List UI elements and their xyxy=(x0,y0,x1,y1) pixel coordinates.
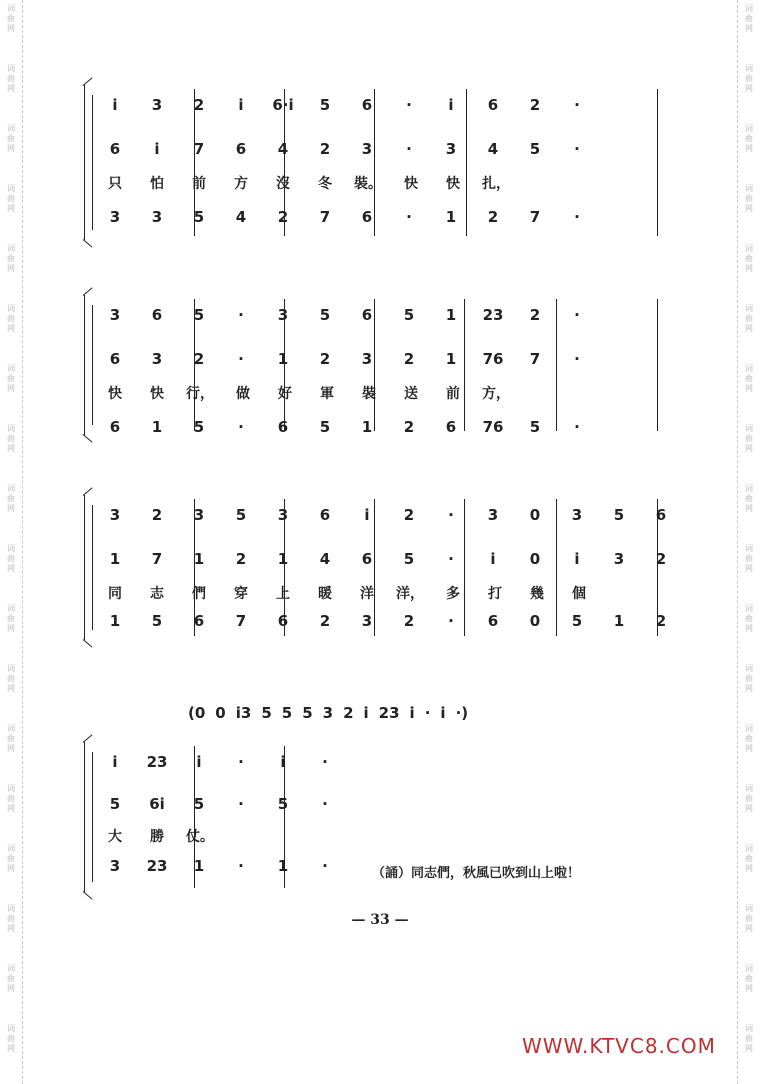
note: 7 xyxy=(193,140,205,158)
note: 0 xyxy=(529,612,541,630)
note: 6 xyxy=(109,350,121,368)
note: 5 xyxy=(193,795,205,813)
note: 1 xyxy=(277,550,289,568)
watermark-text: 词 曲 网 xyxy=(745,544,753,573)
lyric-char: 行， xyxy=(186,386,214,402)
watermark-text: 词 曲 网 xyxy=(745,784,753,813)
lyric-char: 上 xyxy=(276,586,290,602)
lyric-char: 方 xyxy=(234,176,248,192)
note: · xyxy=(448,550,454,568)
note: 2 xyxy=(529,96,541,114)
intro-note: 2 xyxy=(343,704,354,722)
note: 4 xyxy=(277,140,289,158)
note: 3 xyxy=(109,208,121,226)
watermark-text: 词 曲 网 xyxy=(7,304,15,333)
note: 3 xyxy=(277,306,289,324)
lyric-char: 大 xyxy=(108,829,122,845)
watermark-text: 词 曲 网 xyxy=(745,724,753,753)
lyric-char: 同 xyxy=(108,586,122,602)
note: 6 xyxy=(319,506,331,524)
note: 6 xyxy=(361,550,373,568)
note: 3 xyxy=(109,306,121,324)
watermark-text: 词 曲 网 xyxy=(745,964,753,993)
note: 5 xyxy=(235,506,247,524)
note: 23 xyxy=(146,857,168,875)
note: 6 xyxy=(151,306,163,324)
note: 6·i xyxy=(272,96,294,114)
note: 5 xyxy=(193,418,205,436)
watermark-text: 词 曲 网 xyxy=(7,724,15,753)
lyric-char: 打 xyxy=(488,586,502,602)
watermark-text: 词 曲 网 xyxy=(7,544,15,573)
system-brace xyxy=(84,495,97,640)
note: 5 xyxy=(529,140,541,158)
watermark-text: 词 曲 网 xyxy=(7,64,15,93)
note: · xyxy=(448,506,454,524)
instrumental-intro xyxy=(188,704,478,722)
score-system-1 xyxy=(88,95,658,230)
note: · xyxy=(238,753,244,771)
note: · xyxy=(322,753,328,771)
lyric-char: 志 xyxy=(150,586,164,602)
intro-note: · xyxy=(424,704,431,722)
note: 3 xyxy=(613,550,625,568)
intro-note: 5 xyxy=(261,704,272,722)
note: 3 xyxy=(151,96,163,114)
note: · xyxy=(574,96,580,114)
lyric-char: 快 xyxy=(446,176,460,192)
watermark-text: 词 曲 网 xyxy=(7,184,15,213)
intro-note: i xyxy=(409,704,415,722)
intro-note: i xyxy=(440,704,446,722)
watermark-text: 词 曲 网 xyxy=(7,364,15,393)
lyric-char: 冬 xyxy=(318,176,332,192)
note: 1 xyxy=(109,550,121,568)
watermark-text: 词 曲 网 xyxy=(7,244,15,273)
notation-row xyxy=(102,794,658,818)
intro-note: i3 xyxy=(235,704,252,722)
note: 2 xyxy=(193,350,205,368)
system-line xyxy=(92,505,93,630)
note: 5 xyxy=(319,306,331,324)
note: 4 xyxy=(487,140,499,158)
intro-note: i xyxy=(363,704,369,722)
watermark-text: 词 曲 网 xyxy=(745,184,753,213)
note: 1 xyxy=(109,612,121,630)
watermark-text: 词 曲 网 xyxy=(745,604,753,633)
note: i xyxy=(112,753,118,771)
watermark-text: 词 曲 网 xyxy=(745,1024,753,1053)
notation-row xyxy=(102,139,658,163)
note: 5 xyxy=(529,418,541,436)
watermark-text: 词 曲 网 xyxy=(745,364,753,393)
intro-note: ·) xyxy=(455,704,469,722)
watermark-text: 词 曲 网 xyxy=(745,904,753,933)
lyric-char: 沒 xyxy=(276,176,290,192)
note: 2 xyxy=(655,612,667,630)
lyric-char: 暖 xyxy=(318,586,332,602)
note: · xyxy=(574,418,580,436)
notation-row xyxy=(102,505,667,529)
score-system-2 xyxy=(88,305,658,436)
lyric-char: 裝。 xyxy=(354,176,382,192)
note: 76 xyxy=(482,418,504,436)
note: · xyxy=(322,857,328,875)
note: 2 xyxy=(235,550,247,568)
note: · xyxy=(406,96,412,114)
watermark-text: 词 曲 网 xyxy=(745,244,753,273)
note: 3 xyxy=(361,350,373,368)
watermark-text: 词 曲 网 xyxy=(7,604,15,633)
watermark-text: 词 曲 网 xyxy=(7,904,15,933)
watermark-text: 词 曲 网 xyxy=(7,4,15,33)
note: · xyxy=(574,350,580,368)
watermark-text: 词 曲 网 xyxy=(745,304,753,333)
note: 4 xyxy=(235,208,247,226)
lyric-char: 快 xyxy=(150,386,164,402)
note: · xyxy=(574,140,580,158)
note: 5 xyxy=(613,506,625,524)
lyric-char: 扎， xyxy=(482,176,510,192)
note: 1 xyxy=(445,208,457,226)
note: i xyxy=(154,140,160,158)
note: 5 xyxy=(151,612,163,630)
score-system-3 xyxy=(88,505,667,630)
watermark-text: 词 曲 网 xyxy=(7,484,15,513)
lyric-char: 做 xyxy=(236,386,250,402)
note: 3 xyxy=(193,506,205,524)
note: · xyxy=(406,208,412,226)
notation-row xyxy=(102,611,667,635)
lyric-row xyxy=(102,173,658,197)
note: 5 xyxy=(277,795,289,813)
lyric-char: 怕 xyxy=(150,176,164,192)
note: 6 xyxy=(445,418,457,436)
note: 2 xyxy=(403,506,415,524)
note: 2 xyxy=(529,306,541,324)
watermark-text: 词 曲 网 xyxy=(745,844,753,873)
note: 1 xyxy=(613,612,625,630)
notation-row xyxy=(102,549,667,573)
note: 4 xyxy=(319,550,331,568)
intro-note: 0 xyxy=(215,704,226,722)
watermark-text: 词 曲 网 xyxy=(745,4,753,33)
note: 6 xyxy=(361,96,373,114)
note: 0 xyxy=(529,506,541,524)
note: 3 xyxy=(571,506,583,524)
lyric-char: 裝 xyxy=(362,386,376,402)
page-number: — 33 — xyxy=(351,912,409,928)
lyric-char: 前 xyxy=(192,176,206,192)
intro-note: 23 xyxy=(378,704,400,722)
note: · xyxy=(574,208,580,226)
note: 2 xyxy=(319,140,331,158)
note: 2 xyxy=(403,350,415,368)
note: 5 xyxy=(193,306,205,324)
notation-row xyxy=(102,207,658,231)
note: 5 xyxy=(571,612,583,630)
note: · xyxy=(322,795,328,813)
note: · xyxy=(406,140,412,158)
system-line xyxy=(92,95,93,230)
notation-row xyxy=(102,752,658,776)
intro-note: 3 xyxy=(322,704,334,722)
note: 3 xyxy=(277,506,289,524)
note: 2 xyxy=(403,418,415,436)
lyric-char: 幾 xyxy=(530,586,544,602)
lyric-char: 快 xyxy=(404,176,418,192)
note: 5 xyxy=(319,418,331,436)
note: 1 xyxy=(445,350,457,368)
note: 7 xyxy=(529,208,541,226)
note: 1 xyxy=(361,418,373,436)
system-line xyxy=(92,305,93,425)
note: · xyxy=(448,612,454,630)
note: 2 xyxy=(193,96,205,114)
note: 1 xyxy=(151,418,163,436)
note: 6i xyxy=(149,795,165,813)
note: 6 xyxy=(277,418,289,436)
note: 3 xyxy=(361,140,373,158)
system-brace xyxy=(84,742,97,892)
note: 3 xyxy=(109,857,121,875)
note: · xyxy=(238,306,244,324)
lyric-char: 好 xyxy=(278,386,292,402)
lyric-char: 個 xyxy=(572,586,586,602)
note: i xyxy=(112,96,118,114)
watermark-text: 词 曲 网 xyxy=(7,784,15,813)
lyric-char: 軍 xyxy=(320,386,334,402)
note: 2 xyxy=(403,612,415,630)
note: 6 xyxy=(193,612,205,630)
note: 23 xyxy=(146,753,168,771)
note: i xyxy=(490,550,496,568)
note: i xyxy=(364,506,370,524)
note: 3 xyxy=(151,208,163,226)
note: · xyxy=(574,306,580,324)
note: 5 xyxy=(403,306,415,324)
watermark-text: 词 曲 网 xyxy=(7,964,15,993)
note: 7 xyxy=(529,350,541,368)
lyric-char: 洋， xyxy=(396,586,424,602)
note: 2 xyxy=(487,208,499,226)
note: 7 xyxy=(235,612,247,630)
lyric-char: 前 xyxy=(446,386,460,402)
note: 6 xyxy=(277,612,289,630)
lyric-char: 送 xyxy=(404,386,418,402)
lyric-row xyxy=(102,826,658,850)
note: 0 xyxy=(529,550,541,568)
lyric-char: 多 xyxy=(446,586,460,602)
note: 6 xyxy=(235,140,247,158)
note: · xyxy=(238,857,244,875)
watermark-text: 词 曲 网 xyxy=(7,844,15,873)
watermark-text: 词 曲 网 xyxy=(745,424,753,453)
watermark-text: 词 曲 网 xyxy=(7,124,15,153)
notation-row xyxy=(102,417,658,441)
note: 2 xyxy=(655,550,667,568)
note: 2 xyxy=(319,350,331,368)
note: 7 xyxy=(319,208,331,226)
watermark-text: 词 曲 网 xyxy=(745,484,753,513)
notation-row xyxy=(102,349,658,373)
note: i xyxy=(238,96,244,114)
lyric-char: 穿 xyxy=(234,586,248,602)
note: 6 xyxy=(361,208,373,226)
note: i xyxy=(280,753,286,771)
note: 5 xyxy=(109,795,121,813)
lyric-char: 勝 xyxy=(150,829,164,845)
note: 1 xyxy=(277,857,289,875)
system-brace xyxy=(84,85,97,240)
note: 3 xyxy=(487,506,499,524)
lyric-char: 們 xyxy=(192,586,206,602)
lyric-char: 只 xyxy=(108,176,122,192)
note: 23 xyxy=(482,306,504,324)
note: 6 xyxy=(109,418,121,436)
note: 3 xyxy=(361,612,373,630)
note: 7 xyxy=(151,550,163,568)
lyric-char: 洋 xyxy=(360,586,374,602)
note: i xyxy=(574,550,580,568)
watermark-text: 词 曲 网 xyxy=(7,1024,15,1053)
note: 5 xyxy=(193,208,205,226)
notation-row xyxy=(102,95,658,119)
lyric-row xyxy=(102,383,658,407)
system-brace xyxy=(84,295,97,435)
note: · xyxy=(238,350,244,368)
note: i xyxy=(196,753,202,771)
note: 1 xyxy=(193,550,205,568)
note: i xyxy=(448,96,454,114)
note: 3 xyxy=(151,350,163,368)
note: 1 xyxy=(277,350,289,368)
note: 76 xyxy=(482,350,504,368)
watermark-text: 词 曲 网 xyxy=(7,424,15,453)
site-url: WWW.KTVC8.COM xyxy=(522,1034,716,1058)
watermark-text: 词 曲 网 xyxy=(745,64,753,93)
note: 6 xyxy=(361,306,373,324)
lyric-char: 仗。 xyxy=(186,829,214,845)
note: 6 xyxy=(487,612,499,630)
note: 5 xyxy=(319,96,331,114)
note: 2 xyxy=(319,612,331,630)
note: 6 xyxy=(109,140,121,158)
watermark-text: 词 曲 网 xyxy=(745,124,753,153)
note: 5 xyxy=(403,550,415,568)
watermark-text: 词 曲 网 xyxy=(7,664,15,693)
note: 3 xyxy=(109,506,121,524)
intro-note: 5 xyxy=(281,704,293,722)
lyric-char: 快 xyxy=(108,386,122,402)
lyric-char: 方， xyxy=(482,386,510,402)
note: 3 xyxy=(445,140,457,158)
note: 2 xyxy=(151,506,163,524)
intro-note: (0 xyxy=(188,704,206,722)
watermark-text: 词 曲 网 xyxy=(745,664,753,693)
note: 1 xyxy=(193,857,205,875)
note: 6 xyxy=(655,506,667,524)
intro-note: 5 xyxy=(302,704,313,722)
recitation-text: （誦）同志們，秋風已吹到山上啦！ xyxy=(372,866,581,881)
note: · xyxy=(238,418,244,436)
note: 1 xyxy=(445,306,457,324)
system-line xyxy=(92,752,93,882)
note: · xyxy=(238,795,244,813)
notation-row xyxy=(102,305,658,329)
note: 2 xyxy=(277,208,289,226)
note: 6 xyxy=(487,96,499,114)
lyric-row xyxy=(102,583,658,607)
